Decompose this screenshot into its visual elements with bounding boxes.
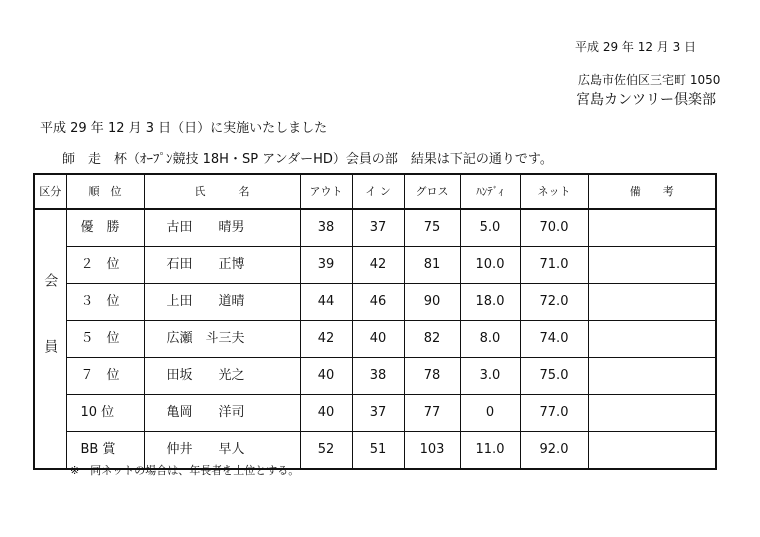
gross-cell: 78 [404, 358, 460, 395]
gross-cell: 81 [404, 247, 460, 284]
category-cell: 会員 [34, 209, 66, 469]
header-handicap: ﾊﾝﾃﾞｨ [460, 174, 520, 209]
net-cell: 72.0 [520, 284, 588, 321]
header-net: ネット [520, 174, 588, 209]
remarks-cell [588, 432, 716, 470]
gross-cell: 82 [404, 321, 460, 358]
handicap-cell: 3.0 [460, 358, 520, 395]
remarks-cell [588, 247, 716, 284]
header-category: 区分 [34, 174, 66, 209]
in-cell: 40 [352, 321, 404, 358]
gross-cell: 77 [404, 395, 460, 432]
document-date: 平成 29 年 12 月 3 日 [575, 40, 697, 54]
table-row [34, 321, 716, 358]
name-cell: 仲井 早人 [144, 432, 300, 470]
event-description: 師 走 杯（ｵｰﾌﾟﾝ競技 18H・SP アンダーHD）会員の部 結果は下記の通りです。 [62, 152, 553, 167]
intro-text: 平成 29 年 12 月 3 日（日）に実施いたしました [40, 121, 328, 136]
rank-cell: ７ 位 [66, 358, 144, 395]
name-cell: 亀岡 洋司 [144, 395, 300, 432]
handicap-cell: 0 [460, 395, 520, 432]
net-cell: 92.0 [520, 432, 588, 470]
name-cell: 田坂 光之 [144, 358, 300, 395]
handicap-cell: 11.0 [460, 432, 520, 470]
out-cell: 40 [300, 358, 352, 395]
table-row [34, 209, 716, 247]
rank-cell: ５ 位 [66, 321, 144, 358]
net-cell: 74.0 [520, 321, 588, 358]
header-name: 氏 名 [144, 174, 300, 209]
header-gross: グロス [404, 174, 460, 209]
in-cell: 37 [352, 395, 404, 432]
remarks-cell [588, 358, 716, 395]
rank-cell: ３ 位 [66, 284, 144, 321]
out-cell: 40 [300, 395, 352, 432]
in-cell: 46 [352, 284, 404, 321]
handicap-cell: 5.0 [460, 209, 520, 247]
footnote: ※ 同ネットの場合は、年長者を上位とする。 [70, 464, 300, 477]
name-cell: 石田 正博 [144, 247, 300, 284]
out-cell: 38 [300, 209, 352, 247]
out-cell: 42 [300, 321, 352, 358]
gross-cell: 90 [404, 284, 460, 321]
rank-cell: 優 勝 [66, 209, 144, 247]
table-row [34, 284, 716, 321]
header-rank: 順 位 [66, 174, 144, 209]
out-cell: 39 [300, 247, 352, 284]
gross-cell: 75 [404, 209, 460, 247]
remarks-cell [588, 395, 716, 432]
header-out: アウト [300, 174, 352, 209]
in-cell: 38 [352, 358, 404, 395]
header-remarks: 備 考 [588, 174, 716, 209]
handicap-cell: 10.0 [460, 247, 520, 284]
rank-cell: ２ 位 [66, 247, 144, 284]
table-row [34, 358, 716, 395]
name-cell: 古田 晴男 [144, 209, 300, 247]
net-cell: 70.0 [520, 209, 588, 247]
header-row [34, 174, 716, 209]
rank-cell: BB 賞 [66, 432, 144, 470]
handicap-cell: 8.0 [460, 321, 520, 358]
in-cell: 42 [352, 247, 404, 284]
in-cell: 37 [352, 209, 404, 247]
table-row [34, 247, 716, 284]
header-in: イ ン [352, 174, 404, 209]
out-cell: 52 [300, 432, 352, 470]
club-address: 広島市佐伯区三宅町 1050 [578, 73, 721, 87]
net-cell: 75.0 [520, 358, 588, 395]
remarks-cell [588, 209, 716, 247]
results-table [33, 173, 717, 470]
remarks-cell [588, 321, 716, 358]
in-cell: 51 [352, 432, 404, 470]
table-row [34, 395, 716, 432]
name-cell: 広瀬 斗三夫 [144, 321, 300, 358]
rank-cell: 10 位 [66, 395, 144, 432]
out-cell: 44 [300, 284, 352, 321]
handicap-cell: 18.0 [460, 284, 520, 321]
club-name: 宮島カンツリー倶楽部 [576, 92, 716, 108]
net-cell: 77.0 [520, 395, 588, 432]
net-cell: 71.0 [520, 247, 588, 284]
name-cell: 上田 道晴 [144, 284, 300, 321]
remarks-cell [588, 284, 716, 321]
gross-cell: 103 [404, 432, 460, 470]
